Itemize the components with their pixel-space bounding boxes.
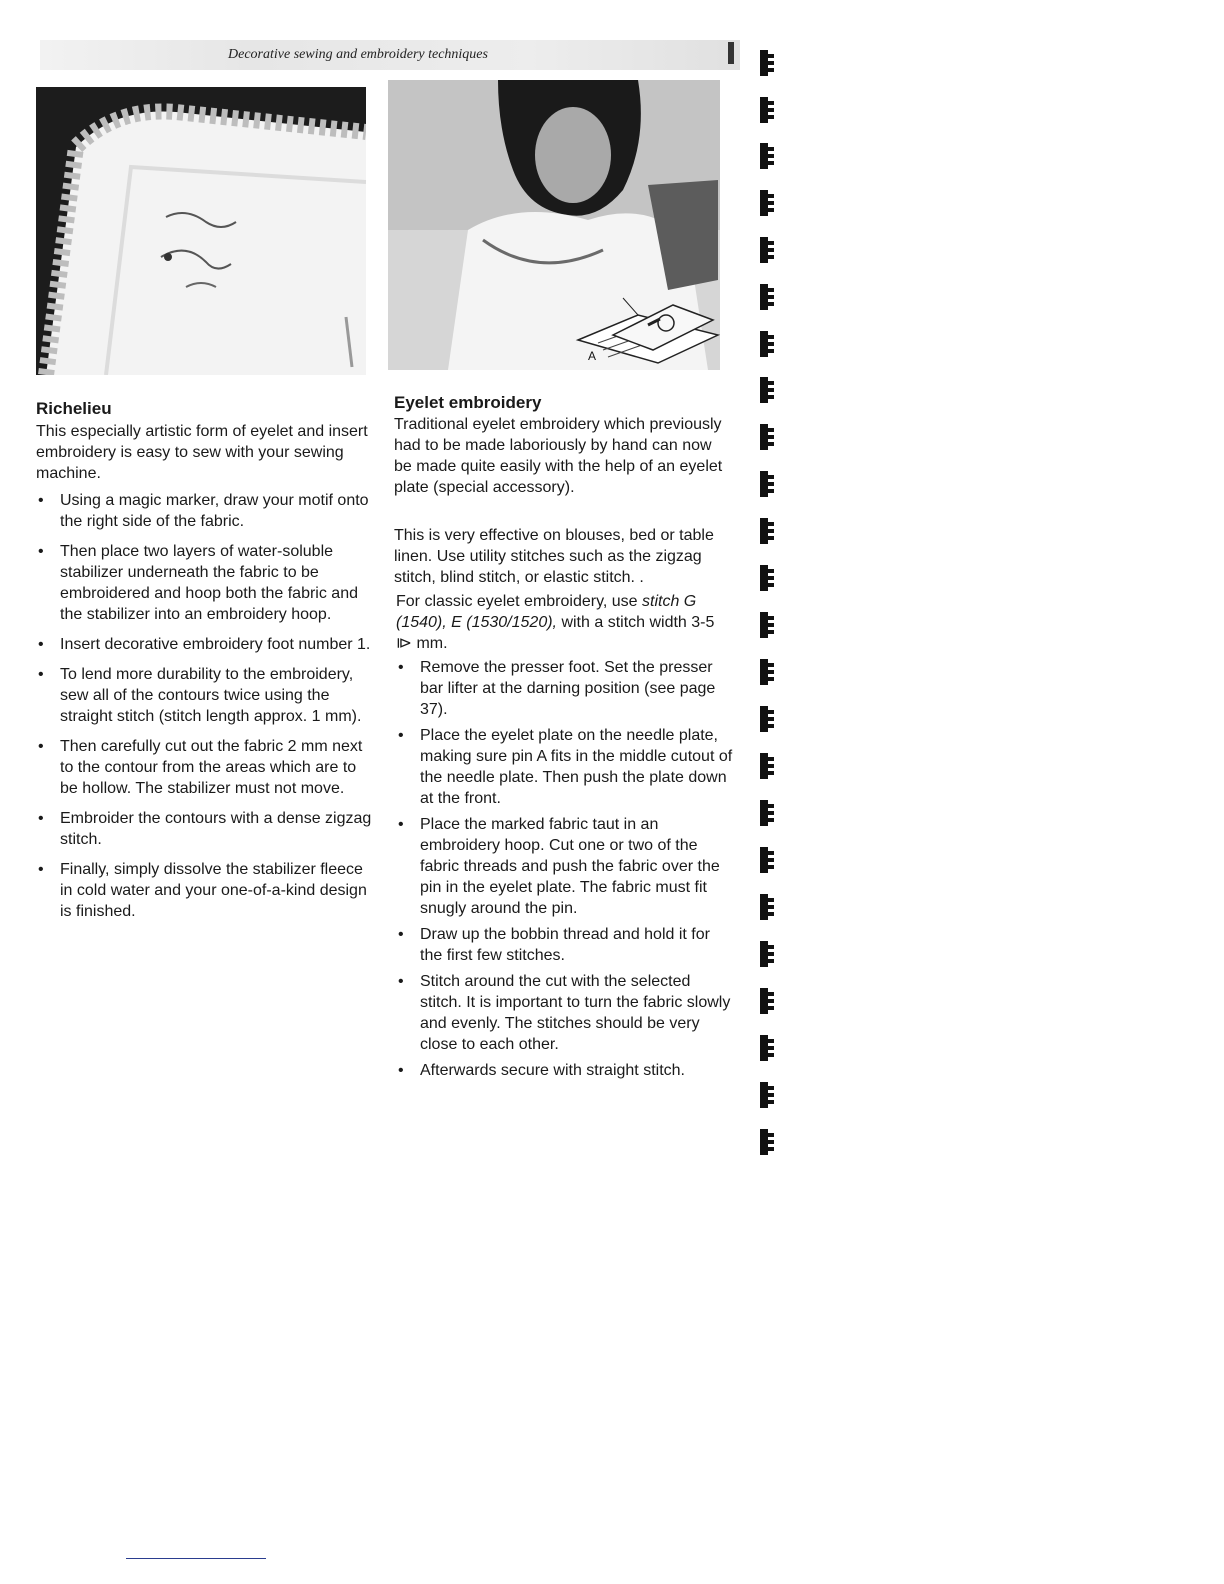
tab-marker [760,97,774,123]
footer-rule [126,1558,266,1559]
tab-marker [760,518,774,544]
tab-marker [760,847,774,873]
richelieu-intro: This especially artistic form of eyelet and insert embroidery is easy to sew with your sewing machine. [36,423,368,482]
eyelet-steps-list [396,657,736,1086]
tab-marker [760,988,774,1014]
tab-marker [760,1035,774,1061]
tab-marker [760,50,774,76]
stitch-codes: stitch G (1540), E (1530/1520), [396,593,697,631]
eyelet-embroidery-heading: Eyelet embroidery [394,393,542,412]
list-item: • Place the marked fabric taut in an embroidery hoop. Cut one or two of the fabric threads and push the fabric over the pin in the eyelet plate. The fabric must fit snugly around the pin. [396,814,736,919]
tab-marker [760,1129,774,1155]
tab-marker [760,659,774,685]
tab-marker [760,706,774,732]
eyelet-stitch-paragraph [396,591,726,654]
tab-marker [760,565,774,591]
tab-marker [760,143,774,169]
tab-marker [760,377,774,403]
tab-marker [760,894,774,920]
tab-marker [760,941,774,967]
stitch-text-prefix: For classic eyelet embroidery, use [396,593,643,610]
list-item: • Draw up the bobbin thread and hold it for the first few stitches. [396,924,736,966]
tab-marker [760,284,774,310]
thumb-index-tabs [752,40,802,1170]
list-item: • Place the eyelet plate on the needle plate, making sure pin A fits in the middle cutout of the needle plate. Then push the plate down at the front. [396,725,736,809]
list-item: • Then carefully cut out the fabric 2 mm next to the contour from the areas which are to be hollow. The stabilizer must not move. [36,736,376,799]
list-item: • Then place two layers of water-soluble stabilizer underneath the fabric to be embroidered and hoop both the fabric and the stabilizer into an embroidery hoop. [36,541,376,625]
eyelet-intro: Traditional eyelet embroidery which previously had to be made laboriously by hand can now be made quite easily with the help of an eyelet plate (special accessory). [394,416,723,496]
list-item: • Remove the presser foot. Set the presser bar lifter at the darning position (see page 37). [396,657,736,720]
tab-marker [760,800,774,826]
tab-marker [760,612,774,638]
tab-marker [760,471,774,497]
tab-marker [760,424,774,450]
page-header-title: Decorative sewing and embroidery techniques [228,47,488,62]
eyelet-usage-paragraph: This is very effective on blouses, bed or table linen. Use utility stitches such as the zigzag stitch, blind stitch, or elastic stitch. . [394,527,714,586]
list-item: • Afterwards secure with straight stitch. [396,1060,736,1081]
tab-marker [760,331,774,357]
list-item: • To lend more durability to the embroidery, sew all of the contours twice using the straight stitch (stitch length approx. 1 mm). [36,664,376,727]
richelieu-heading: Richelieu [36,399,112,418]
list-item: • Using a magic marker, draw your motif onto the right side of the fabric. [36,490,376,532]
diagram-label-a: A [588,349,597,363]
tab-marker [760,190,774,216]
list-item: • Insert decorative embroidery foot number 1. [36,634,376,655]
list-item: • Finally, simply dissolve the stabilizer fleece in cold water and your one-of-a-kind design is finished. [36,859,376,922]
tab-marker [760,1082,774,1108]
tab-marker [760,753,774,779]
stitch-text-suffix: with a stitch width 3-5 ⧐ mm. [396,614,715,652]
richelieu-steps-list [36,490,376,931]
header-tab-marker [728,42,734,64]
eyelet-embroidery-photo [388,80,720,370]
list-item: • Stitch around the cut with the selected stitch. It is important to turn the fabric slowly and evenly. The stitches should be very close to each other. [396,971,736,1055]
richelieu-pillow-photo [36,87,366,375]
tab-marker [760,237,774,263]
list-item: • Embroider the contours with a dense zigzag stitch. [36,808,376,850]
